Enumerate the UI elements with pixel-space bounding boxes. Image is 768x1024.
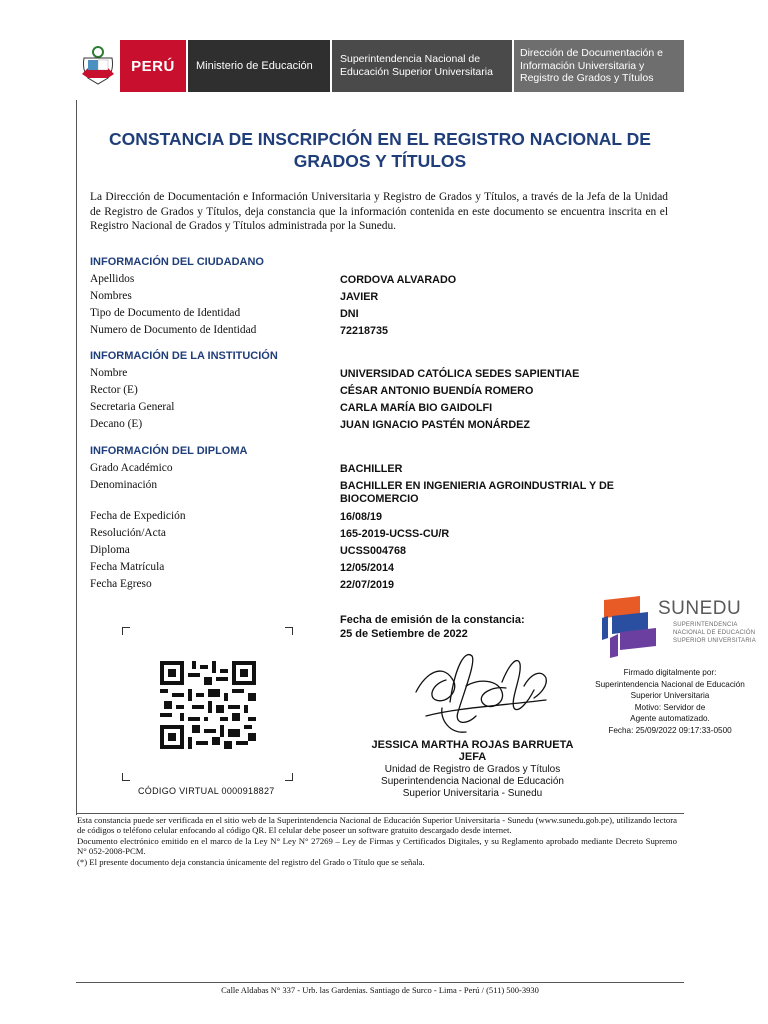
footer-divider [76,982,684,983]
field-value: JAVIER [340,291,379,303]
field-label: Apellidos [90,273,135,285]
coat-of-arms-icon [76,40,120,92]
footer-address: Calle Aldabas N° 337 - Urb. las Gardenias. Santiago de Surco - Lima - Perú / (511) 500-3930 [221,985,539,995]
field-value: UNIVERSIDAD CATÓLICA SEDES SAPIENTIAE [340,368,580,380]
signer-block [360,739,585,800]
field-value: 12/05/2014 [340,562,395,574]
digital-signature-line: Firmado digitalmente por: [623,668,717,677]
virtual-code: CÓDIGO VIRTUAL 0000918827 [138,786,275,796]
emission-date: 25 de Setiembre de 2022 [340,628,468,640]
intro-paragraph: La Dirección de Documentación e Información Universitaria y Registro de Grados y Títulos, a través de la Jefa de la Unidad de Registro de Grados y Títulos, deja constancia que la información contenida en este documento se encuentra inscrita en el Registro Nacional de Grados y Títulos administrada por la Sunedu. [90,191,668,232]
header-band [76,40,684,92]
field-label: Resolución/Acta [90,527,166,539]
field-label: Nombres [90,290,132,302]
peru-badge: PERÚ [120,40,186,92]
signer-line: Superintendencia Nacional de Educación [381,776,564,787]
signer-line: Superior Universitaria - Sunedu [402,788,543,799]
field-value: 72218735 [340,325,389,337]
field-label: Nombre [90,367,128,379]
field-value: CÉSAR ANTONIO BUENDÍA ROMERO [340,385,534,397]
digital-signature-line: Motivo: Servidor de [634,702,706,712]
directorate-label: Dirección de Documentación e Información Universitaria y Registro de Grados y Títulos [514,40,684,92]
emission-block [340,613,525,641]
field-value: 16/08/19 [340,511,383,523]
field-label: Numero de Documento de Identidad [90,324,257,336]
sunedu-subtitle-line: NACIONAL DE EDUCACIÓN [673,630,756,636]
field-label: Denominación [90,479,158,491]
qr-corner-mark [285,773,293,781]
qr-code-icon[interactable] [160,661,256,749]
citizen-heading: INFORMACIÓN DEL CIUDADANO [90,256,264,268]
field-label: Secretaria General [90,401,175,413]
field-label: Decano (E) [90,418,143,430]
digital-signature-line: Superior Universitaria [630,691,710,701]
field-value: BACHILLER [340,463,403,475]
field-label: Grado Académico [90,462,173,474]
field-label: Tipo de Documento de Identidad [90,307,241,319]
sunedu-subtitle-line: SUPERINTENDENCIA [673,622,738,628]
field-value: JUAN IGNACIO PASTÉN MONÁRDEZ [340,419,530,431]
field-value: CARLA MARÍA BIO GAIDOLFI [340,402,493,414]
digital-signature-line: Agente automatizado. [630,714,710,724]
qr-corner-mark [122,627,130,635]
qr-corner-mark [285,627,293,635]
field-label: Fecha de Expedición [90,510,186,522]
field-value: CORDOVA ALVARADO [340,274,457,286]
field-label: Diploma [90,544,130,556]
field-label: Fecha Matrícula [90,561,165,573]
verification-notes [77,815,677,867]
field-label: Rector (E) [90,384,138,396]
field-value: DNI [340,308,359,320]
ministry-label: Ministerio de Educación [188,40,330,92]
field-value: 165-2019-UCSS-CU/R [340,528,450,540]
field-value: UCSS004768 [340,545,407,557]
field-label: Fecha Egreso [90,578,152,590]
digital-signature-line: Superintendencia Nacional de Educación [595,679,745,689]
signer-role: JEFA [458,751,487,763]
note-text: Esta constancia puede ser verificada en el sitio web de la Superintendencia Nacional de Educación Superior Universitaria - Sunedu (www.sunedu.gob.pe), utilizando lectora de códigos o teléfono celular enfocando al código QR. El celular debe poseer un software gratuito descargado desde internet. [77,815,677,836]
note-text: (*) El presente documento deja constancia únicamente del registro del Grado o Título que se señala. [77,856,425,867]
institution-heading: INFORMACIÓN DE LA INSTITUCIÓN [90,350,278,362]
signer-line: Unidad de Registro de Grados y Títulos [384,764,561,775]
sunedu-subtitle [673,621,756,645]
document-title: CONSTANCIA DE INSCRIPCIÓN EN EL REGISTRO NACIONAL DE GRADOS Y TÍTULOS [109,129,651,171]
diploma-heading: INFORMACIÓN DEL DIPLOMA [90,445,248,457]
field-value: 22/07/2019 [340,579,395,591]
emission-label: Fecha de emisión de la constancia: [340,614,525,626]
note-text: Documento electrónico emitido en el marco de la Ley N° Ley N° 27269 – Ley de Firmas y Certificados Digitales, y su Reglamento aprobado mediante Decreto Supremo N° 052-2008-PCM. [77,835,677,857]
signer-name: JESSICA MARTHA ROJAS BARRUETA [371,739,574,751]
qr-corner-mark [122,773,130,781]
field-value: BACHILLER EN INGENIERIA AGROINDUSTRIAL Y DE BIOCOMERCIO [340,480,614,505]
sunedu-subtitle-line: SUPERIOR UNIVERSITARIA [673,638,756,644]
left-frame-line [76,100,77,815]
digital-signature-block [590,667,750,737]
sunedu-wordmark: SUNEDU [658,598,742,619]
handwritten-signature [406,642,556,737]
agency-label: Superintendencia Nacional de Educación Superior Universitaria [332,40,512,92]
notes-divider [76,813,684,814]
digital-signature-line: Fecha: 25/09/2022 09:17:33-0500 [608,725,732,735]
